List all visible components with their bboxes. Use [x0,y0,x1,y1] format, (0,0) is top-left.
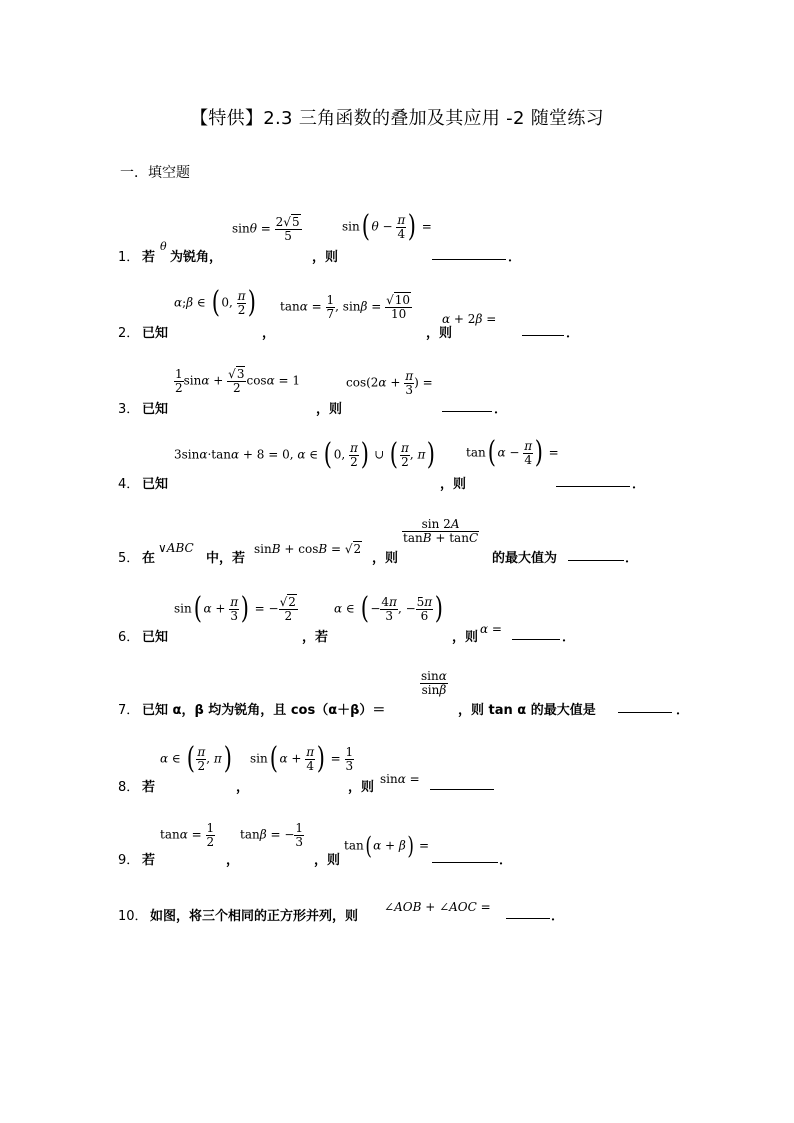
question-text: 在 [142,551,156,566]
question-text: ，则 [440,477,467,492]
question-text: ，若 [302,630,329,645]
question-text: 已知 [142,402,169,417]
question-text: 若 [142,250,156,265]
answer-blank[interactable] [442,410,492,412]
question-text: ． [562,630,576,645]
question-number: 5． [118,551,140,566]
question-text: 如图，将三个相同的正方形并列，则 [150,909,359,924]
question-text: 若 [142,780,156,795]
question-number: 3． [118,402,140,417]
formula: sinα = [380,772,420,786]
formula: ∨ABC [158,541,194,555]
question-number: 4． [118,477,140,492]
formula: α = [480,622,502,636]
question-text: ， [236,780,250,795]
question-text: 若 [142,853,156,868]
formula: tan(α + β) = [344,832,430,860]
formula: tanα = $\frac{1}{2}$ [160,821,215,849]
question-text: ． [632,477,646,492]
formula: α ∈ ( $\frac{\pi}{2}$ , π) [160,741,232,776]
question-text: 的最大值为 [492,551,558,566]
formula: sin( θ − $\frac{\pi}{4}$ ) = [342,209,432,244]
question-number: 6． [118,630,140,645]
formula: α ∈ ( − $\frac{4\pi}{3}$ , − $\frac{5\pi}{6}$ ) [334,591,444,626]
question-number: 7． [118,703,140,718]
question-number: 10． [118,909,148,924]
question-number: 9． [118,853,140,868]
question-text: ，则 [316,402,343,417]
question-text: 为锐角， [170,250,223,265]
question-number: 1． [118,250,140,265]
question-text: ，则 [314,853,341,868]
question-text: ，则 [312,250,339,265]
question-text: ． [494,402,508,417]
formula: sin( α + $\frac{\pi}{3}$ ) = − $\frac{√2}{2}$ [174,591,296,626]
formula: tan( α − $\frac{\pi}{4}$ ) = [466,435,559,470]
formula: $\frac{1}{2}$ sinα + $\frac{√3}{2}$ cosα = 1 [175,367,301,395]
formula: 3sinα·tanα + 8 = 0, α ∈ ( 0, $\frac{\pi}{2}$ ) ∪ ( $\frac{\pi}{2}$ , π) [174,437,436,472]
formula: α;β ∈ ( 0, $\frac{\pi}{2}$ ) [174,285,257,320]
question-text: ． [551,909,565,924]
answer-blank[interactable] [430,788,494,790]
formula: sin( α + $\frac{\pi}{4}$ ) = $\frac{1}{3}$ [250,741,354,776]
formula: $\frac{\sin 2A}{\tan B + \tan C}$ [403,517,479,545]
formula: tanβ = − $\frac{1}{3}$ [240,821,304,849]
answer-blank[interactable] [618,711,672,713]
question-text: ． [508,250,522,265]
answer-blank[interactable] [522,334,564,336]
question-text: ，则 [372,551,399,566]
question-text: ，则 [426,326,453,341]
answer-blank[interactable] [506,917,550,919]
formula: $\frac{\sin\alpha}{\sin\beta}$ [421,669,447,697]
formula: θ [160,240,167,253]
question-text: ． [676,703,690,718]
answer-blank[interactable] [512,638,560,640]
question-text: 中，若 [206,551,246,566]
question-text: ，则 [348,780,375,795]
question-number: 8． [118,780,140,795]
answer-blank[interactable] [556,485,630,487]
formula: sinθ = $\frac{2√5}{5}$ [232,215,300,243]
page-title: 【特供】2.3 三角函数的叠加及其应用 -2 随堂练习 [190,108,604,129]
question-text: 已知 [142,326,169,341]
formula: ∠AOB + ∠AOC = [384,900,491,914]
question-text: ， [226,853,240,868]
formula: tanα = $\frac{1}{7}$ , sinβ = $\frac{√10}{10}$ [280,293,411,321]
question-text: 已知 [142,477,169,492]
question-text: ． [625,551,639,566]
question-text: 已知 [142,630,169,645]
question-text: ，则 tan α 的最大值是 [458,703,596,718]
question-text: ． [499,853,513,868]
formula: cos(2α + $\frac{\pi}{3}$ ) = [346,369,433,397]
section-heading: 一．填空题 [120,165,190,181]
question-text: ， [262,326,276,341]
question-text: 已知 α，β 均为锐角，且 cos（α＋β）＝ [142,703,386,718]
formula: α + 2β = [442,312,497,326]
formula: sinB + cosB = √2 [254,542,362,556]
question-text: ，则 [452,630,479,645]
question-number: 2． [118,326,140,341]
question-text: ． [566,326,580,341]
answer-blank[interactable] [568,559,624,561]
answer-blank[interactable] [432,861,498,863]
answer-blank[interactable] [432,258,506,260]
